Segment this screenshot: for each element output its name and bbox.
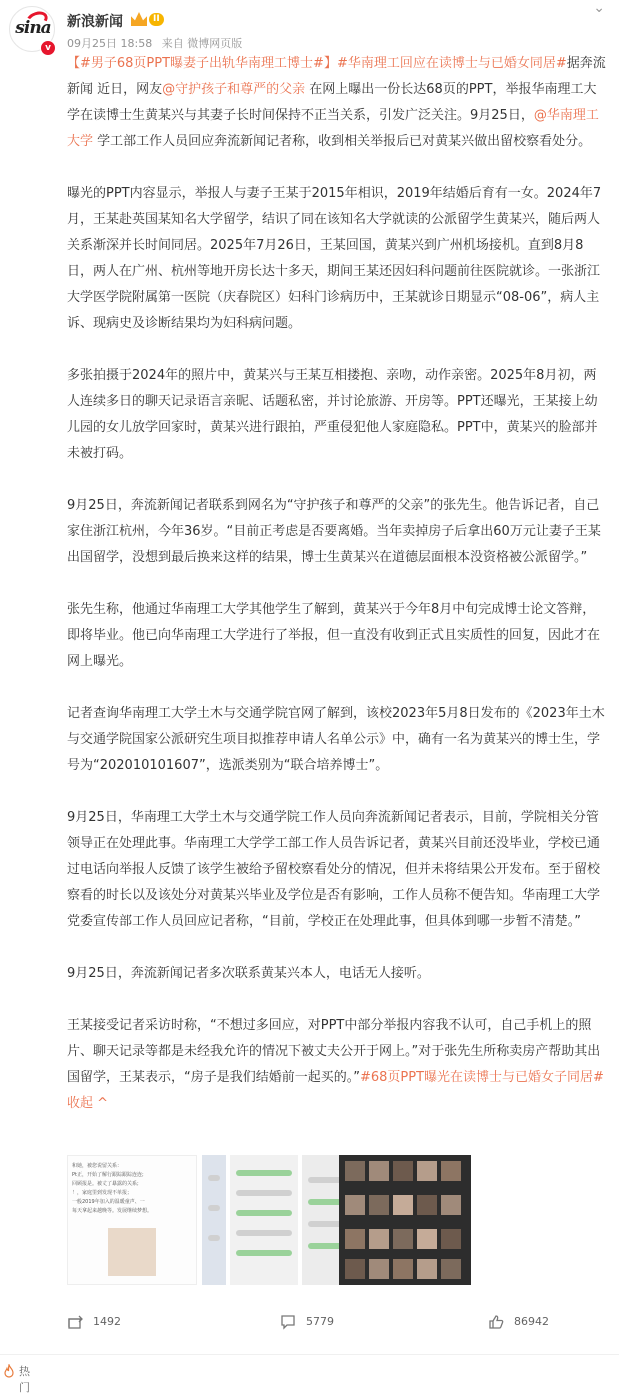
photo-cell: [441, 1259, 461, 1279]
topic-link-1[interactable]: 【#男子68页PPT曝妻子出轨华南理工博士#】: [67, 56, 337, 71]
paragraph-4: 9月25日，奔流新闻记者联系到网名为“守护孩子和尊严的父亲”的张先生。他告诉记者，自己家住浙江杭州，今年36岁。“目前正考虑是否要离婚。当年卖掉房子后拿出60万元让妻子王某出国留学，没想到最后换来这样的结果，博士生黄某兴在道德层面根本没资格被公派留学。”: [67, 498, 601, 565]
comment-button[interactable]: [280, 1307, 334, 1337]
photo-cell: [417, 1161, 437, 1181]
level-badge[interactable]: II: [149, 13, 164, 26]
doc-line: 一般2019年加入的温暖童声、一: [72, 1199, 145, 1205]
topic-link-2[interactable]: #华南理工回应在读博士与已婚女同居#: [336, 56, 567, 71]
doc-line: Pt正，开始了解行跟踪跟踪连连;: [72, 1172, 144, 1178]
comment-icon: [280, 1314, 296, 1330]
text-segment: 据奔流新闻 近日，网友: [67, 56, 606, 97]
text-segment: 在网上曝出一份长达68页的PPT，举报华南理工大学在读博士生黄某兴与其妻子长时间保持不正当关系，引发广泛关注。9月25日，: [67, 82, 597, 123]
image-thumb-1[interactable]: [67, 1155, 197, 1285]
sina-logo-icon: sina: [15, 18, 51, 38]
chevron-down-icon[interactable]: ⌄: [593, 0, 605, 16]
photo-cell: [369, 1161, 389, 1181]
photo-cell: [369, 1259, 389, 1279]
doc-line: 回顾报是。被丈了暴露的关系;: [72, 1181, 139, 1187]
photo-cell: [441, 1195, 461, 1215]
comment-count: 5779: [306, 1315, 334, 1328]
photo-cell: [369, 1195, 389, 1215]
photo-cell: [345, 1161, 365, 1181]
action-bar: [0, 1307, 619, 1337]
photo-cell: [441, 1229, 461, 1249]
mention-link-2[interactable]: @华南理工大学: [67, 108, 599, 149]
photo-cell: [345, 1229, 365, 1249]
share-count: 1492: [93, 1315, 121, 1328]
photo-cell: [441, 1161, 461, 1181]
paragraph-9: [67, 1013, 607, 1117]
post-source: 来自 微博网页版: [161, 37, 243, 50]
receipt-photo: [108, 1228, 156, 1276]
chat-line: [236, 1170, 292, 1176]
divider: [0, 1354, 619, 1355]
image-thumb-5[interactable]: [339, 1155, 471, 1285]
paragraph-1: [67, 51, 607, 155]
collapse-link[interactable]: 收起: [67, 1096, 94, 1111]
paragraph-3: 多张拍摄于2024年的照片中，黄某兴与王某互相搂抱、亲吻，动作亲密。2025年8月初，两人连续多日的聊天记录语言亲昵、话题私密，并讨论旅游、开房等。PPT还曝光，王某接上幼儿园的女儿放学回家时，黄某兴进行跟拍，严重侵犯他人家庭隐私。PPT中，黄某兴的脸部并未被打码。: [67, 368, 598, 461]
doc-line: 和她，被您说留关系：: [72, 1163, 123, 1169]
post-body: [67, 51, 607, 1117]
post-meta: [67, 35, 248, 51]
chat-line: [236, 1190, 292, 1196]
fire-icon: [2, 1364, 16, 1378]
photo-cell: [345, 1259, 365, 1279]
text-segment: 学工部工作人员回应奔流新闻记者称，收到相关举报后已对黄某兴做出留校察看处分。: [93, 134, 592, 149]
thumbs-up-icon: [488, 1314, 504, 1330]
photo-cell: [393, 1229, 413, 1249]
photo-cell: [417, 1195, 437, 1215]
photo-cell: [369, 1229, 389, 1249]
paragraph-6: 记者查询华南理工大学土木与交通学院官网了解到，该校2023年5月8日发布的《2023年土木与交通学院国家公派研究生项目拟推荐申请人名单公示》中，确有一名为黄某兴的博士生，学号为“202010101607”，选派类别为“联合培养博士”。: [67, 706, 605, 773]
chat-line: [208, 1235, 220, 1241]
account-name[interactable]: 新浪新闻: [67, 14, 123, 30]
doc-text: [68, 1156, 197, 1222]
photo-cell: [345, 1195, 365, 1215]
like-button[interactable]: [488, 1307, 549, 1337]
paragraph-7: 9月25日，华南理工大学土木与交通学院工作人员向奔流新闻记者表示，目前，学院相关分管领导正在处理此事。华南理工大学学工部工作人员告诉记者，黄某兴目前还没毕业，学校已通过电话向举报人反馈了该学生被给予留校察看处分的情况，但并未将结果公开发布。至于留校察看的时长以及该处分对黄某兴毕业及学位是否有影响，工作人员称不便告知。华南理工大学党委宣传部工作人员回应记者称，“目前，学校正在处理此事，但具体到哪一步暂不清楚。”: [67, 810, 601, 929]
post-header: [0, 0, 619, 56]
photo-cell: [417, 1229, 437, 1249]
paragraph-2: 曝光的PPT内容显示，举报人与妻子王某于2015年相识，2019年结婚后育有一女。2024年7月，王某赴英国某知名大学留学，结识了同在该知名大学就读的公派留学生黄某兴，随后两人关系渐深并长时间同居。2025年7月26日，王某回国，黄某兴到广州机场接机。直到8月8日，两人在广州、杭州等地开房长达十多天，期间王某还因妇科问题前往医院就诊。一张浙江大学医学院附属第一医院（庆春院区）妇科门诊病历中，王某就诊日期显示“08-06”，病人主诉、现病史及诊断结果均为妇科病问题。: [67, 186, 602, 331]
photo-cell: [393, 1259, 413, 1279]
paragraph-5: 张先生称，他通过华南理工大学其他学生了解到，黄某兴于今年8月中旬完成博士论文答辩，即将毕业。他已向华南理工大学进行了举报，但一直没有收到正式且实质性的回复，因此才在网上曝光。: [67, 602, 601, 669]
paragraph-8: 9月25日，奔流新闻记者多次联系黄某兴本人，电话无人接听。: [67, 966, 430, 981]
image-thumb-3[interactable]: [230, 1155, 298, 1285]
image-thumb-2[interactable]: [202, 1155, 226, 1285]
mention-link-1[interactable]: @守护孩子和尊严的父亲: [162, 82, 306, 97]
post-time[interactable]: 09月25日 18:58: [67, 37, 153, 50]
photo-cell: [393, 1195, 413, 1215]
chevron-up-icon[interactable]: ^: [93, 1096, 109, 1111]
chat-line: [236, 1210, 292, 1216]
verified-v-icon: v: [40, 40, 56, 56]
crown-icon: [131, 12, 147, 26]
chat-line: [208, 1175, 220, 1181]
chat-line: [208, 1205, 220, 1211]
chat-line: [236, 1230, 292, 1236]
hot-label: 热门: [19, 1365, 30, 1394]
doc-line: ！，家庭里到发现不单报；: [72, 1190, 133, 1196]
topic-link-3[interactable]: #68页PPT曝光在读博士与已婚女子同居#: [359, 1070, 604, 1085]
photo-cell: [393, 1161, 413, 1181]
share-icon: [67, 1314, 83, 1330]
chat-line: [236, 1250, 292, 1256]
share-button[interactable]: [67, 1307, 121, 1337]
like-count: 86942: [514, 1315, 549, 1328]
text-segment: 王某接受记者采访时称，“不想过多回应，对PPT中部分举报内容我不认可，自己手机上的照片、聊天记录等都是未经我允许的情况下被丈夫公开于网上。”对于张先生所称卖房产帮助其出国留学，王某表示，“房子是我们结婚前一起买的。”: [67, 1018, 601, 1085]
doc-line: 每天拿起来越晚等。发展继续梦想。: [72, 1208, 153, 1214]
photo-cell: [417, 1259, 437, 1279]
